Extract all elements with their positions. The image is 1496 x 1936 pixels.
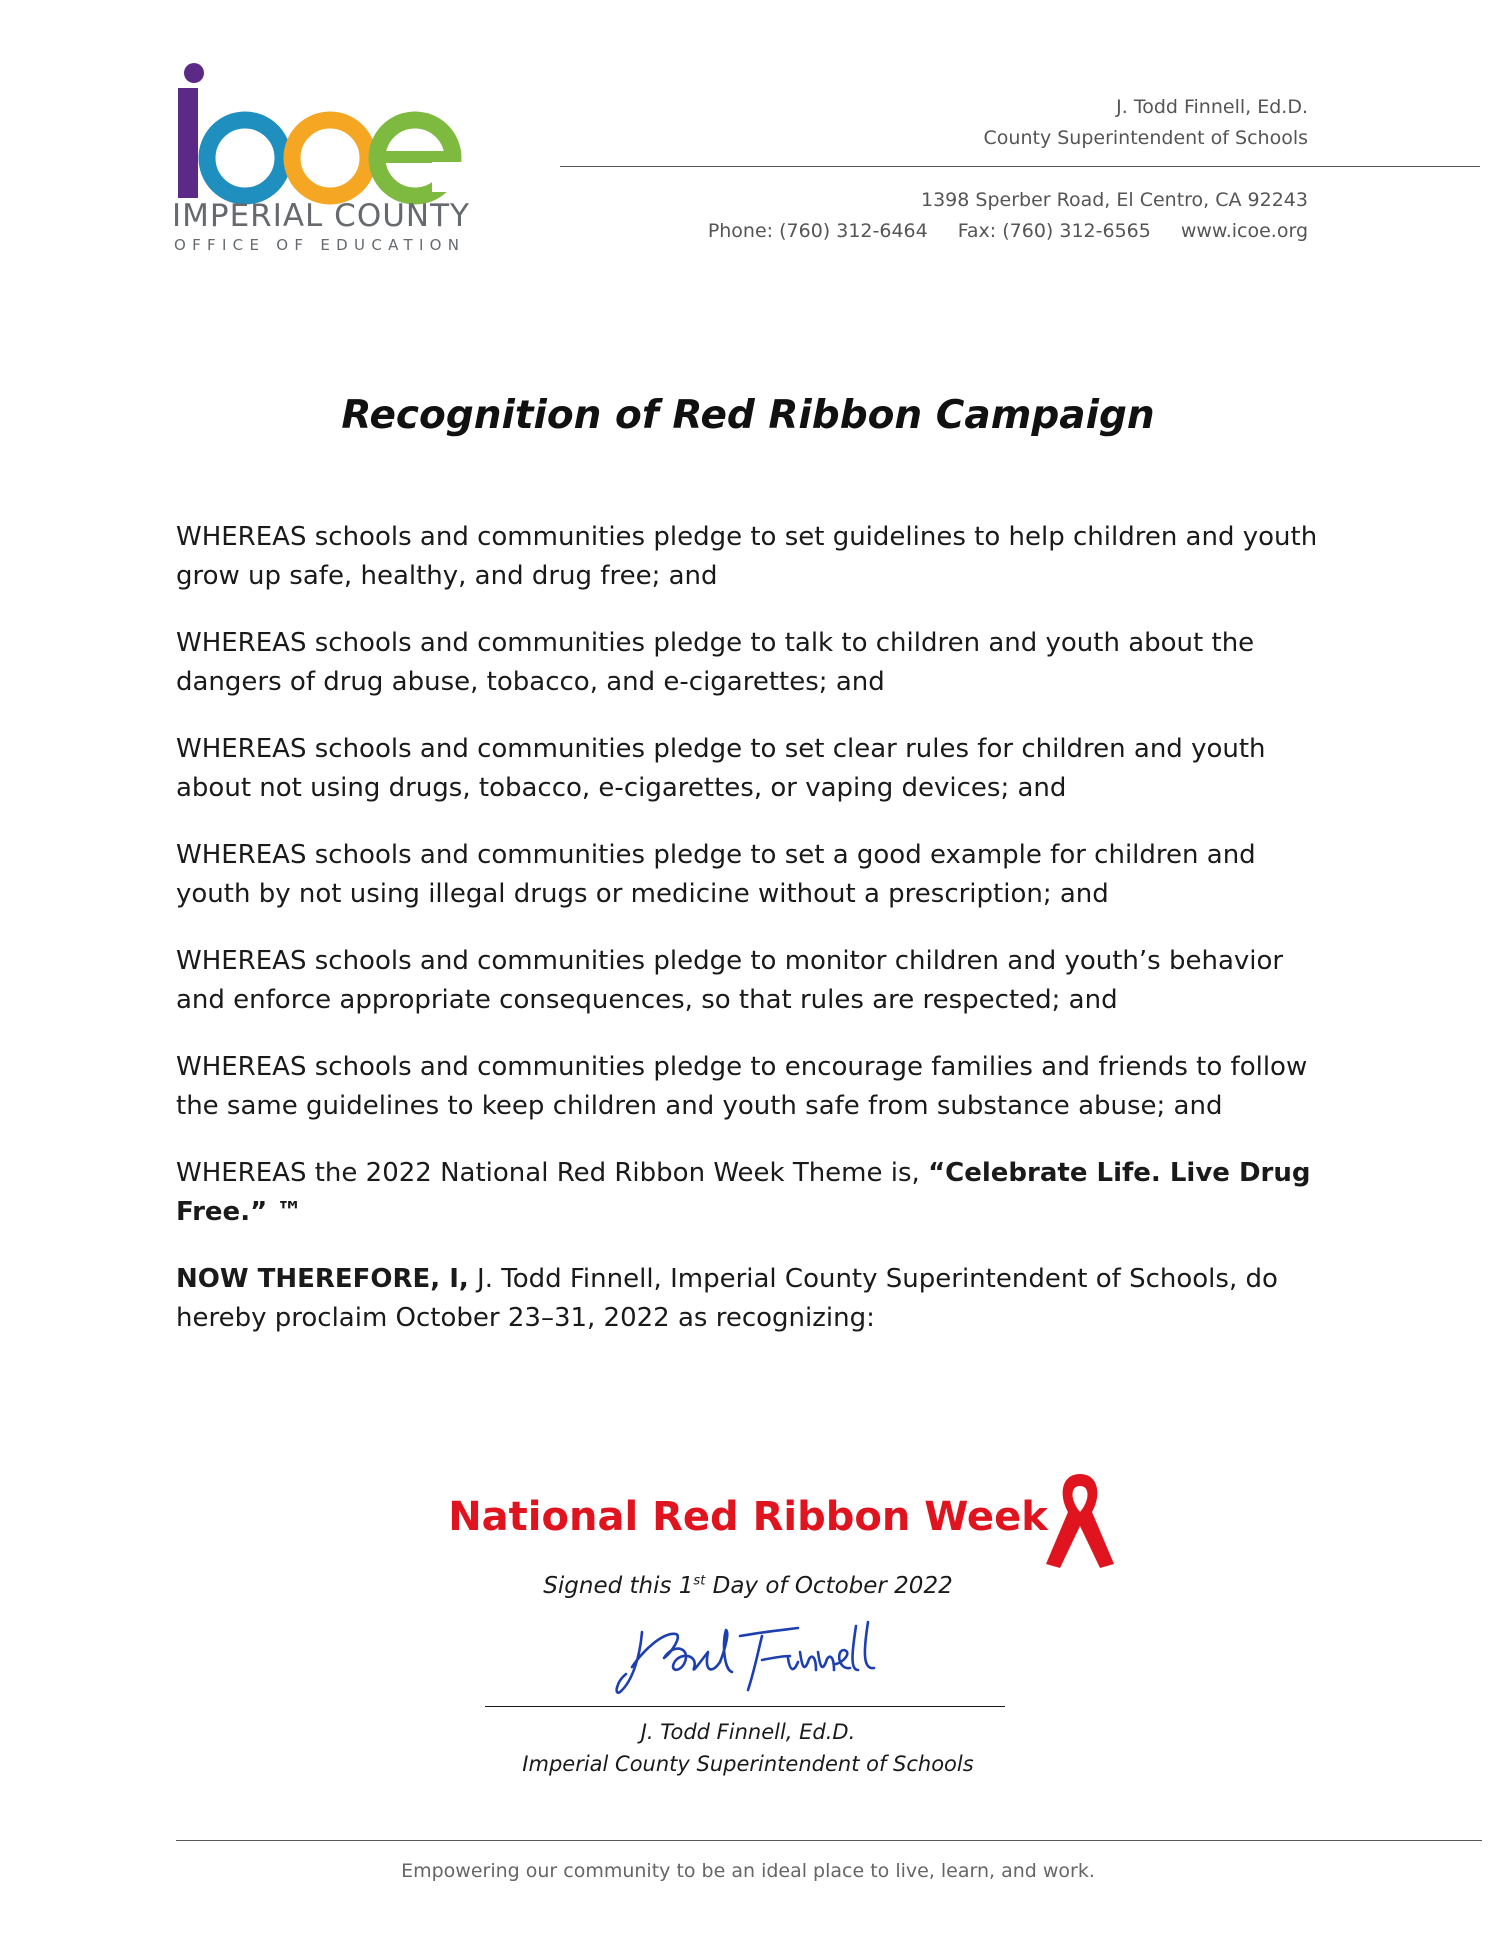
proclamation-paragraph bbox=[176, 1260, 1326, 1338]
theme-quote: “Celebrate Life. Live Drug Free.” ™ bbox=[176, 1158, 1311, 1227]
logo-subtitle: OFFICE OF EDUCATION bbox=[174, 236, 466, 254]
red-ribbon-icon bbox=[1040, 1468, 1120, 1574]
logo-wordmark: IMPERIAL COUNTY bbox=[172, 198, 470, 234]
whereas-paragraph: WHEREAS schools and communities pledge to encourage families and friends to follow the same guidelines to keep children and youth safe from substance abuse; and bbox=[176, 1052, 1308, 1121]
superintendent-name: J. Todd Finnell, Ed.D. bbox=[1116, 96, 1308, 118]
document-title: Recognition of Red Ribbon Campaign bbox=[341, 393, 1155, 438]
proclamation-text: J. Todd Finnell, Imperial County Superintendent of Schools, do hereby proclaim October 23–31, 2022 as recognizing: bbox=[176, 1264, 1278, 1333]
proclamation-body bbox=[176, 518, 1326, 1366]
signed-date: Signed this 1st Day of October 2022 bbox=[543, 1573, 953, 1599]
whereas-paragraph: WHEREAS schools and communities pledge to set a good example for children and youth by not using illegal drugs or medicine without a prescription; and bbox=[176, 840, 1256, 909]
whereas-paragraph: WHEREAS schools and communities pledge to set clear rules for children and youth about not using drugs, tobacco, e-cigarettes, or vaping devices; and bbox=[176, 734, 1266, 803]
superintendent-title: County Superintendent of Schools bbox=[983, 127, 1308, 149]
fax-number: Fax: (760) 312-6565 bbox=[957, 220, 1151, 242]
now-therefore: NOW THEREFORE, I, bbox=[176, 1264, 469, 1294]
phone-number: Phone: (760) 312-6464 bbox=[707, 220, 928, 242]
footer-divider bbox=[176, 1840, 1482, 1841]
event-heading: National Red Ribbon Week bbox=[448, 1494, 1048, 1540]
whereas-paragraph: WHEREAS schools and communities pledge to talk to children and youth about the dangers of drug abuse, tobacco, and e-cigarettes; and bbox=[176, 628, 1255, 697]
signatory-title: Imperial County Superintendent of Schools bbox=[522, 1752, 974, 1776]
footer-tagline: Empowering our community to be an ideal place to live, learn, and work. bbox=[401, 1860, 1095, 1882]
handwritten-signature bbox=[612, 1612, 892, 1702]
header-divider bbox=[560, 166, 1480, 167]
signature-line bbox=[485, 1706, 1005, 1707]
theme-prefix: WHEREAS the 2022 National Red Ribbon Week Theme is, bbox=[176, 1158, 929, 1188]
whereas-paragraph: WHEREAS schools and communities pledge to monitor children and youth’s behavior and enforce appropriate consequences, so that rules are respected; and bbox=[176, 946, 1284, 1015]
signatory-name: J. Todd Finnell, Ed.D. bbox=[640, 1720, 856, 1744]
website-link[interactable]: www.icoe.org bbox=[1180, 220, 1308, 242]
whereas-paragraph: WHEREAS schools and communities pledge to set guidelines to help children and youth grow up safe, healthy, and drug free; and bbox=[176, 522, 1318, 591]
theme-paragraph bbox=[176, 1154, 1326, 1232]
office-address: 1398 Sperber Road, El Centro, CA 92243 bbox=[921, 189, 1308, 211]
contact-line bbox=[708, 220, 1308, 242]
